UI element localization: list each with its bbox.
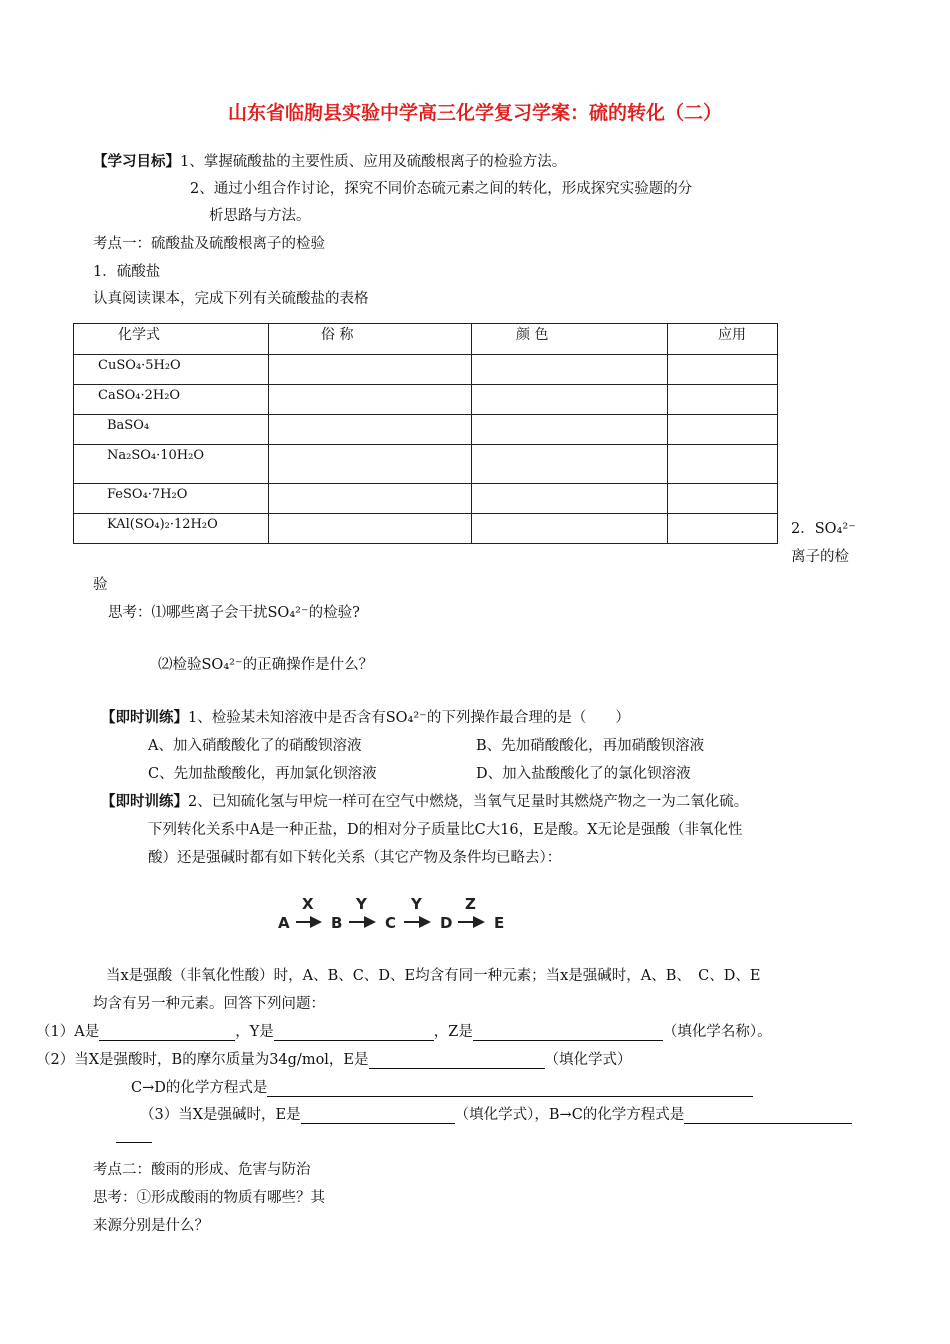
formula-cell: Na₂SO₄·10H₂O: [74, 445, 269, 484]
q2-equation-label: C→D的化学方程式是: [131, 1080, 268, 1096]
q3-mid: （填化学式），B→C的化学方程式是: [454, 1107, 685, 1123]
answer-b-c-equation-blank[interactable]: [684, 1107, 852, 1124]
section-2-thinking-line-2: 来源分别是什么？: [93, 1218, 209, 1234]
section-2-thinking-line-1: 思考：①形成酸雨的物质有哪些？其: [93, 1190, 325, 1206]
table-row: [74, 415, 778, 445]
answer-y-blank[interactable]: [274, 1024, 434, 1041]
q2-prefix: （2）当X是强酸时，B的摩尔质量为34g/mol，E是: [36, 1052, 369, 1068]
question-3: [140, 1103, 852, 1124]
reagent-y1: Y: [356, 896, 367, 913]
formula-cell: FeSO₄·7H₂O: [74, 484, 269, 514]
table-row: [74, 385, 778, 415]
reagent-x: X: [302, 896, 314, 913]
section-2-heading: 考点二：酸雨的形成、危害与防治: [93, 1162, 311, 1178]
training-2-line-1: [101, 790, 748, 811]
training-2-line-3: 酸）还是强碱时都有如下转化关系（其它产物及条件均已略去）：: [148, 850, 562, 866]
node-a: A: [278, 914, 290, 932]
table-row: [74, 445, 778, 484]
formula-cell: CuSO₄·5H₂O: [74, 355, 269, 385]
subsection-1: 1．硫酸盐: [93, 264, 161, 280]
training-2-line-2: 下列转化关系中A是一种正盐，D的相对分子质量比C大16，E是酸。X无论是强酸（非氧化性: [148, 822, 743, 838]
formula-cell: CaSO₄·2H₂O: [74, 385, 269, 415]
answer-cell[interactable]: [668, 415, 778, 445]
answer-cell[interactable]: [269, 484, 472, 514]
header-color: 颜 色: [472, 324, 668, 355]
table-header-row: [74, 324, 778, 355]
subsection-2-line-3: 验: [93, 577, 108, 593]
answer-cell[interactable]: [668, 355, 778, 385]
paragraph-line-1: 当x是强酸（非氧化性酸）时，A、B、C、D、E均含有同一种元素；当x是强碱时，A、B、 C、D、E: [106, 968, 761, 984]
option-b[interactable]: B、先加硝酸酸化，再加硝酸钡溶液: [476, 738, 705, 754]
answer-cell[interactable]: [269, 355, 472, 385]
answer-cell[interactable]: [472, 355, 668, 385]
table-row: [74, 514, 778, 544]
option-c[interactable]: C、先加盐酸酸化，再加氯化钡溶液: [148, 766, 377, 782]
answer-cell[interactable]: [269, 415, 472, 445]
table-row: [74, 355, 778, 385]
training-tag: 【即时训练】: [101, 794, 188, 810]
thinking-question-1: 思考：⑴哪些离子会干扰SO₄²⁻的检验?: [108, 605, 360, 621]
table-row: [74, 484, 778, 514]
blank-continuation-line: [116, 1142, 152, 1143]
answer-e-base-blank[interactable]: [301, 1107, 455, 1124]
answer-cell[interactable]: [668, 514, 778, 544]
question-2: [36, 1048, 632, 1069]
option-a[interactable]: A、加入硝酸酸化了的硝酸钡溶液: [148, 738, 362, 754]
answer-cell[interactable]: [668, 484, 778, 514]
training-1-text: 1、检验某未知溶液中是否含有SO₄²⁻的下列操作最合理的是（ ）: [188, 710, 630, 726]
answer-c-d-equation-blank[interactable]: [267, 1080, 753, 1097]
section-1-heading: 考点一：硫酸盐及硫酸根离子的检验: [93, 236, 325, 252]
answer-cell[interactable]: [472, 445, 668, 484]
objective-1: 1、掌握硫酸盐的主要性质、应用及硫酸根离子的检验方法。: [180, 154, 567, 170]
answer-cell[interactable]: [472, 415, 668, 445]
training-2-text: 2、已知硫化氢与甲烷一样可在空气中燃烧，当氧气足量时其燃烧产物之一为二氧化硫。: [188, 794, 749, 810]
training-tag: 【即时训练】: [101, 710, 188, 726]
subsection-2-line-2: 离子的检: [791, 549, 849, 565]
reagent-y2: Y: [411, 896, 422, 913]
paragraph-line-2: 均含有另一种元素。回答下列问题：: [93, 996, 325, 1012]
answer-cell[interactable]: [472, 514, 668, 544]
answer-z-blank[interactable]: [473, 1024, 663, 1041]
reagent-z: Z: [465, 896, 476, 913]
answer-cell[interactable]: [269, 514, 472, 544]
formula-cell: KAl(SO₄)₂·12H₂O: [74, 514, 269, 544]
q2-suffix: （填化学式）: [544, 1052, 632, 1068]
objectives-tag: 【学习目标】: [93, 154, 180, 170]
q1-z-label: ，Z是: [433, 1024, 473, 1040]
objective-2-line-1: 2、通过小组合作讨论，探究不同价态硫元素之间的转化，形成探究实验题的分: [190, 181, 693, 197]
question-1: [36, 1020, 772, 1041]
q1-suffix: （填化学名称）。: [662, 1024, 772, 1040]
answer-cell[interactable]: [472, 484, 668, 514]
header-common-name: 俗 称: [269, 324, 472, 355]
answer-cell[interactable]: [668, 445, 778, 484]
answer-a-blank[interactable]: [99, 1024, 235, 1041]
formula-cell: BaSO₄: [74, 415, 269, 445]
header-formula: 化学式: [74, 324, 269, 355]
page-title: 山东省临朐县实验中学高三化学复习学案：硫的转化（二）: [227, 102, 722, 124]
sulfate-table: [73, 323, 778, 544]
answer-e-blank[interactable]: [369, 1052, 545, 1069]
header-application: 应用: [668, 324, 778, 355]
answer-cell[interactable]: [472, 385, 668, 415]
option-d[interactable]: D、加入盐酸酸化了的氯化钡溶液: [476, 766, 691, 782]
q3-prefix: （3）当X是强碱时，E是: [140, 1107, 301, 1123]
answer-cell[interactable]: [269, 385, 472, 415]
question-2-equation: [131, 1076, 753, 1097]
node-e: E: [494, 914, 505, 932]
node-b: B: [331, 914, 343, 932]
node-c: C: [385, 914, 397, 932]
training-1-question: [101, 706, 630, 727]
q1-prefix: （1）A是: [36, 1024, 100, 1040]
q1-y-label: ，Y是: [235, 1024, 274, 1040]
conversion-scheme: [268, 896, 518, 938]
objective-line-1: [93, 150, 566, 171]
answer-cell[interactable]: [269, 445, 472, 484]
subsection-2-line-1: 2．SO₄²⁻: [791, 521, 856, 537]
node-d: D: [440, 914, 453, 932]
thinking-question-2: ⑵检验SO₄²⁻的正确操作是什么？: [158, 657, 374, 673]
table-instruction: 认真阅读课本，完成下列有关硫酸盐的表格: [93, 291, 369, 307]
answer-cell[interactable]: [668, 385, 778, 415]
objective-2-line-2: 析思路与方法。: [209, 208, 311, 224]
